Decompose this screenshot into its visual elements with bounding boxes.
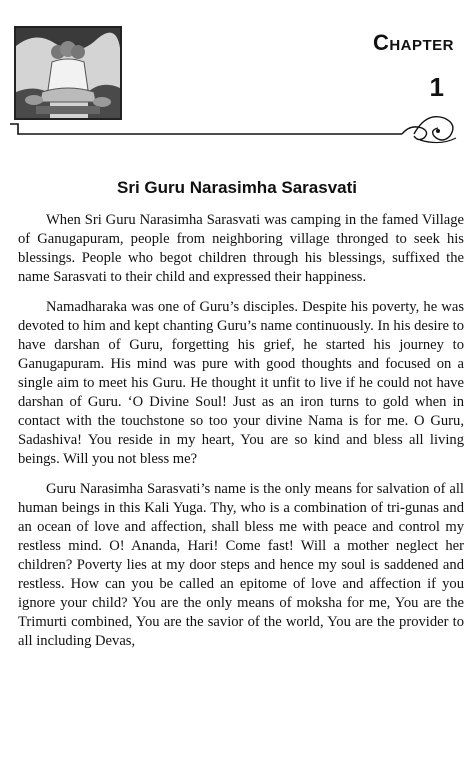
chapter-number: 1 bbox=[429, 72, 444, 102]
body-text bbox=[18, 211, 464, 651]
paragraph-3: Guru Narasimha Sarasvati’s name is the only means for salvation of all human beings in this Kali Yuga. Thy, who is a combination of tri-gunas and an ocean of love and affection, shall bless me with peace and control my restless mind. O! Ananda, Hari! Come fast! Will a mother neglect her children? Poverty lies at my door steps and hence my soul is saddened and restless. How can you be called an epitome of love and affection if you ignore your child? You are the only means of moksha for me, You are the Trimurti combined, You are the savior of the world, You are the provider to all including Devas, bbox=[18, 481, 464, 649]
chapter-header bbox=[0, 0, 474, 150]
page-title: Sri Guru Narasimha Sarasvati bbox=[116, 178, 357, 197]
illustration-art bbox=[16, 28, 120, 118]
paragraph-1: When Sri Guru Narasimha Sarasvati was camping in the famed Village of Ganugapuram, people from neighboring village thronged to seek his blessings. People who begot children through his blessings, suffixed the name Sarasvati to their child and expressed their happiness. bbox=[18, 212, 464, 285]
paragraph-2: Namadharaka was one of Guru’s disciples. Despite his poverty, he was devoted to him and kept chanting Guru’s name continuously. In his desire to have darshan of Guru, forgetting his grief, he started his journey to Ganugapuram. His mind was pure with good thoughts and focused on a single aim to meet his Guru. He thought it unfit to live if he could not have darshan of Guru. ‘O Divine Soul! Just as an iron turns to gold when in contact with the touchstone so too your divine Nama is for me. O Guru, Sadashiva! You reside in my heart, You are so kind and bless all living beings. Will you not bless me? bbox=[18, 299, 464, 467]
chapter-label: Chapter bbox=[372, 30, 454, 55]
ornament-rule bbox=[10, 106, 464, 146]
